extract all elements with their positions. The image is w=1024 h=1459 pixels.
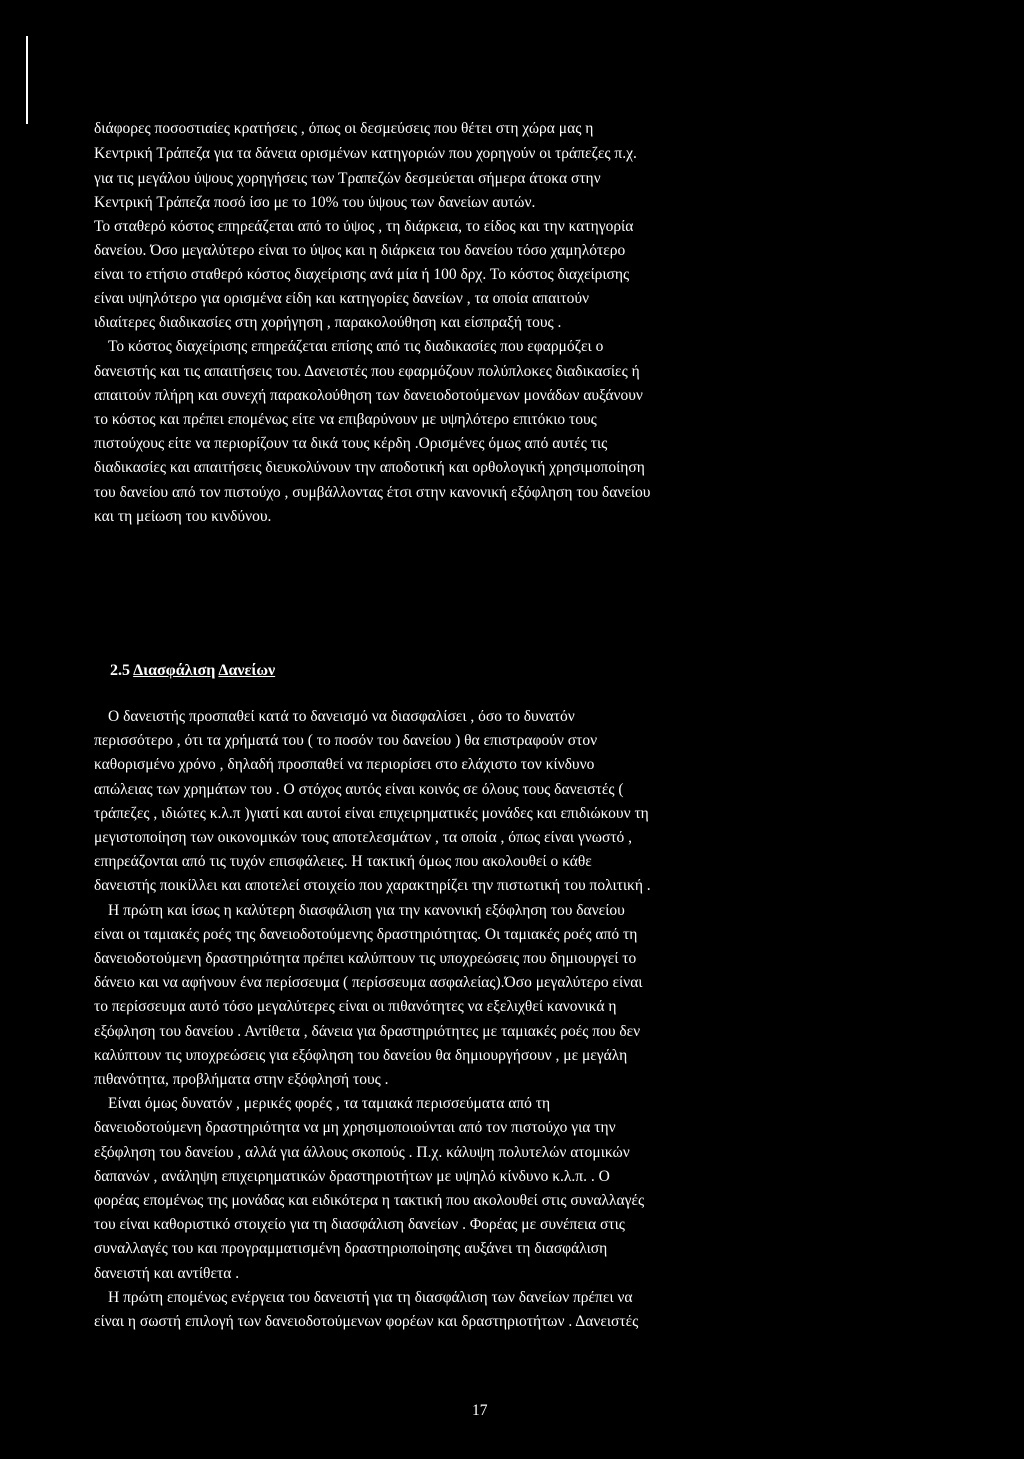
- paragraph-line: καλύπτουν τις υποχρεώσεις για εξόφληση του δανείου θα δημιουργήσουν , με μεγάλη: [94, 1047, 628, 1064]
- paragraph-line: δάνειο και να αφήνουν ένα περίσσευμα ( περίσσευμα ασφαλείας).Όσο μεγαλύτερο είναι: [94, 974, 643, 991]
- paragraph-line: διάφορες ποσοστιαίες κρατήσεις , όπως οι δεσμεύσεις που θέτει στη χώρα μας η: [94, 120, 594, 137]
- paragraph-line: Κεντρική Τράπεζα για τα δάνεια ορισμένων κατηγοριών που χορηγούν οι τράπεζες π.χ.: [94, 145, 637, 162]
- paragraph-line: δανειοδοτούμενη δραστηριότητα πρέπει καλύπτουν τις υποχρεώσεις που δημιουργεί το: [94, 950, 637, 967]
- paragraph-line: Η πρώτη επομένως ενέργεια του δανειστή για τη διασφάλιση των δανείων πρέπει να: [108, 1289, 633, 1306]
- paragraph-line: μεγιστοποίηση των οικονομικών τους αποτελεσμάτων , τα οποία , όπως είναι γνωστό ,: [94, 829, 633, 846]
- paragraph-line: το κόστος και πρέπει επομένως είτε να επιβαρύνουν με υψηλότερο επιτόκιο τους: [94, 411, 597, 428]
- paragraph-line: Το κόστος διαχείρισης επηρεάζεται επίσης από τις διαδικασίες που εφαρμόζει ο: [108, 338, 604, 355]
- paragraph-line: πιθανότητα, προβλήματα στην εξόφλησή τους .: [94, 1071, 389, 1088]
- paragraph-line: φορέας επομένως της μονάδας και ειδικότερα η τακτική που ακολουθεί στις συναλλαγές: [94, 1192, 645, 1209]
- paragraph-line: και τη μείωση του κινδύνου.: [94, 508, 272, 525]
- paragraph-line: δανειστή και αντίθετα .: [94, 1265, 240, 1282]
- paragraph-line: περισσότερο , ότι τα χρήματά του ( το ποσόν του δανείου ) θα επιστραφούν στον: [94, 732, 598, 749]
- page-number: 17: [472, 1402, 488, 1419]
- paragraph-line: του είναι καθοριστικό στοιχείο για τη διασφάλιση δανείων . Φορέας με συνέπεια στις: [94, 1216, 625, 1233]
- paragraph-line: του δανείου από τον πιστούχο , συμβάλλοντας έτσι στην κανονική εξόφληση του δανείου: [94, 484, 651, 501]
- paragraph-line: καθορισμένο χρόνο , δηλαδή προσπαθεί να περιορίσει στο ελάχιστο τον κίνδυνο: [94, 756, 595, 773]
- paragraph-line: πιστούχους είτε να περιορίζουν τα δικά τους κέρδη .Ορισμένες όμως από αυτές τις: [94, 435, 608, 452]
- paragraph-line: είναι το ετήσιο σταθερό κόστος διαχείρισης ανά μία ή 100 δρχ. Το κόστος διαχείρισης: [94, 266, 630, 283]
- paragraph-line: είναι η σωστή επιλογή των δανειοδοτούμενων φορέων και δραστηριοτήτων . Δανειστές: [94, 1313, 639, 1330]
- paragraph-line: επηρεάζονται από τις τυχόν επισφάλειες. Η τακτική όμως που ακολουθεί ο κάθε: [94, 853, 592, 870]
- paragraph-line: ιδιαίτερες διαδικασίες στη χορήγηση , παρακολούθηση και είσπραξή τους .: [94, 314, 562, 331]
- paragraph-line: τράπεζες , ιδιώτες κ.λ.π )γιατί και αυτοί είναι επιχειρηματικές μονάδες και επιδιώκουν τη: [94, 805, 649, 822]
- paragraph-line: δανειοδοτούμενη δραστηριότητα να μη χρησιμοποιούνται από τον πιστούχο για την: [94, 1119, 616, 1136]
- paragraph-line: διαδικασίες και απαιτήσεις διευκολύνουν την αποδοτική και ορθολογική χρησιμοποίηση: [94, 459, 645, 476]
- paragraph-line: Είναι όμως δυνατόν , μερικές φορές , τα ταμιακά περισσεύματα από τη: [108, 1095, 551, 1112]
- paragraph-line: είναι οι ταμιακές ροές της δανειοδοτούμενης δραστηριότητας. Οι ταμιακές ροές από τη: [94, 926, 638, 943]
- paragraph-line: το περίσσευμα αυτό τόσο μεγαλύτερες είναι οι πιθανότητες να εξελιχθεί κανονικά η: [94, 998, 617, 1015]
- paragraph-line: απώλειας των χρημάτων του . Ο στόχος αυτός είναι κοινός σε όλους τους δανειστές (: [94, 781, 624, 798]
- section-title-word: Διασφάλιση: [133, 662, 216, 679]
- paragraph-line: εξόφληση του δανείου . Αντίθετα , δάνεια για δραστηριότητες με ταμιακές ροές που δεν: [94, 1023, 641, 1040]
- paragraph-line: απαιτούν πλήρη και συνεχή παρακολούθηση των δανειοδοτούμενων μονάδων αυξάνουν: [94, 387, 643, 404]
- paragraph-line: Η πρώτη και ίσως η καλύτερη διασφάλιση για την κανονική εξόφληση του δανείου: [108, 902, 625, 919]
- paragraph-line: δαπανών , ανάληψη επιχειρηματικών δραστηριοτήτων με υψηλό κίνδυνο κ.λ.π. . Ο: [94, 1168, 610, 1185]
- section-heading: [110, 662, 275, 680]
- section-title-word: Δανείων: [218, 662, 276, 679]
- paragraph-line: Ο δανειστής προσπαθεί κατά το δανεισμό να διασφαλίσει , όσο το δυνατόν: [108, 708, 575, 725]
- paragraph-line: δανείου. Όσο μεγαλύτερο είναι το ύψος και η διάρκεια του δανείου τόσο χαμηλότερο: [94, 242, 626, 259]
- paragraph-line: δανειστής και τις απαιτήσεις του. Δανειστές που εφαρμόζουν πολύπλοκες διαδικασίες ή: [94, 363, 640, 380]
- paragraph-line: για τις μεγάλου ύψους χορηγήσεις των Τραπεζών δεσμεύεται σήμερα άτοκα στην: [94, 170, 601, 187]
- margin-rule: [26, 36, 28, 124]
- paragraph-line: εξόφληση του δανείου , αλλά για άλλους σκοπούς . Π.χ. κάλυψη πολυτελών ατομικών: [94, 1144, 630, 1161]
- paragraph-line: Κεντρική Τράπεζα ποσό ίσο με το 10% του ύψους των δανείων αυτών.: [94, 194, 536, 211]
- paragraph-line: Το σταθερό κόστος επηρεάζεται από το ύψος , τη διάρκεια, το είδος και την κατηγορία: [94, 218, 634, 235]
- paragraph-line: είναι υψηλότερο για ορισμένα είδη και κατηγορίες δανείων , τα οποία απαιτούν: [94, 290, 590, 307]
- paragraph-line: συναλλαγές του και προγραμματισμένη δραστηριοποίησης αυξάνει τη διασφάλιση: [94, 1240, 608, 1257]
- paragraph-line: δανειστής ποικίλλει και αποτελεί στοιχείο που χαρακτηρίζει την πιστωτική του πολιτική .: [94, 877, 651, 894]
- section-number: 2.5: [110, 662, 130, 679]
